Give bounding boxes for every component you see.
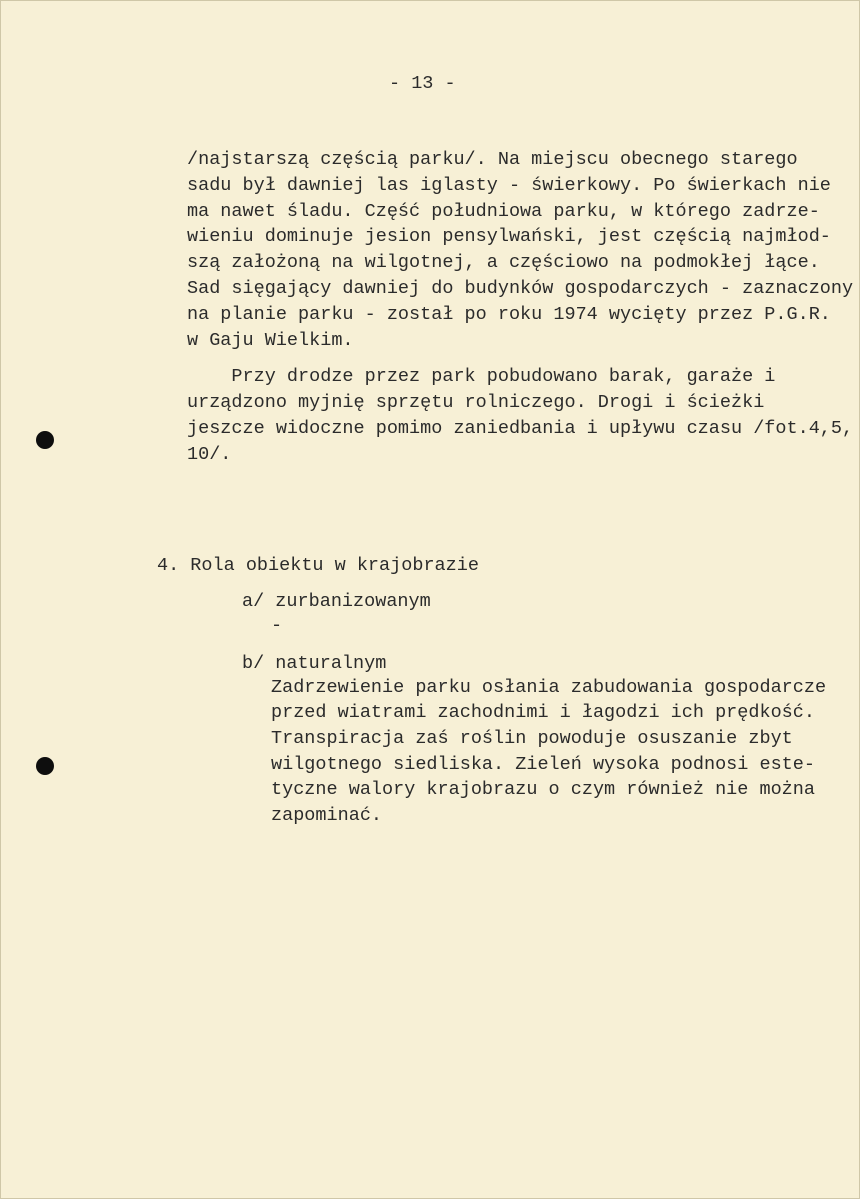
paragraph-2-line: urządzono myjnię sprzętu rolniczego. Drogi i ścieżki	[187, 392, 765, 413]
subsection-b-line: Transpiracja zaś roślin powoduje osuszanie zbyt	[271, 728, 793, 749]
paragraph-2-line: jeszcze widoczne pomimo zaniedbania i upływu czasu /fot.4,5,	[187, 418, 854, 439]
paragraph-1-line: Sad sięgający dawniej do budynków gospodarczych - zaznaczony	[187, 278, 854, 299]
subsection-b-line: przed wiatrami zachodnimi i łagodzi ich prędkość.	[271, 702, 815, 723]
paragraph-2-line: 10/.	[187, 444, 232, 465]
subsection-b-line: tyczne walory krajobrazu o czym również nie można	[271, 779, 815, 800]
paragraph-1-line: ma nawet śladu. Część południowa parku, w którego zadrze-	[187, 201, 820, 222]
punch-hole	[36, 757, 54, 775]
paragraph-1-line: /najstarszą częścią parku/. Na miejscu obecnego starego	[187, 149, 798, 170]
paragraph-1-line: w Gaju Wielkim.	[187, 330, 354, 351]
punch-hole	[36, 431, 54, 449]
subsection-b-line: Zadrzewienie parku osłania zabudowania gospodarcze	[271, 677, 827, 698]
paragraph-1-line: wieniu dominuje jesion pensylwański, jest częścią najmłod-	[187, 226, 831, 247]
paragraph-1-line: sadu był dawniej las iglasty - świerkowy. Po świerkach nie	[187, 175, 831, 196]
subsection-b-line: wilgotnego siedliska. Zieleń wysoka podnosi este-	[271, 754, 815, 775]
subsection-a-value: -	[271, 615, 283, 636]
page-number: - 13 -	[389, 73, 456, 94]
paragraph-1-line: szą założoną na wilgotnej, a częściowo na podmokłej łące.	[187, 252, 820, 273]
paragraph-1-line: na planie parku - został po roku 1974 wycięty przez P.G.R.	[187, 304, 831, 325]
subsection-a-label: a/ zurbanizowanym	[242, 591, 431, 612]
subsection-b-label: b/ naturalnym	[242, 653, 387, 674]
paragraph-2-line: Przy drodze przez park pobudowano barak, garaże i	[187, 366, 776, 387]
section-heading: 4. Rola obiektu w krajobrazie	[157, 555, 479, 576]
subsection-b-line: zapominać.	[271, 805, 383, 826]
